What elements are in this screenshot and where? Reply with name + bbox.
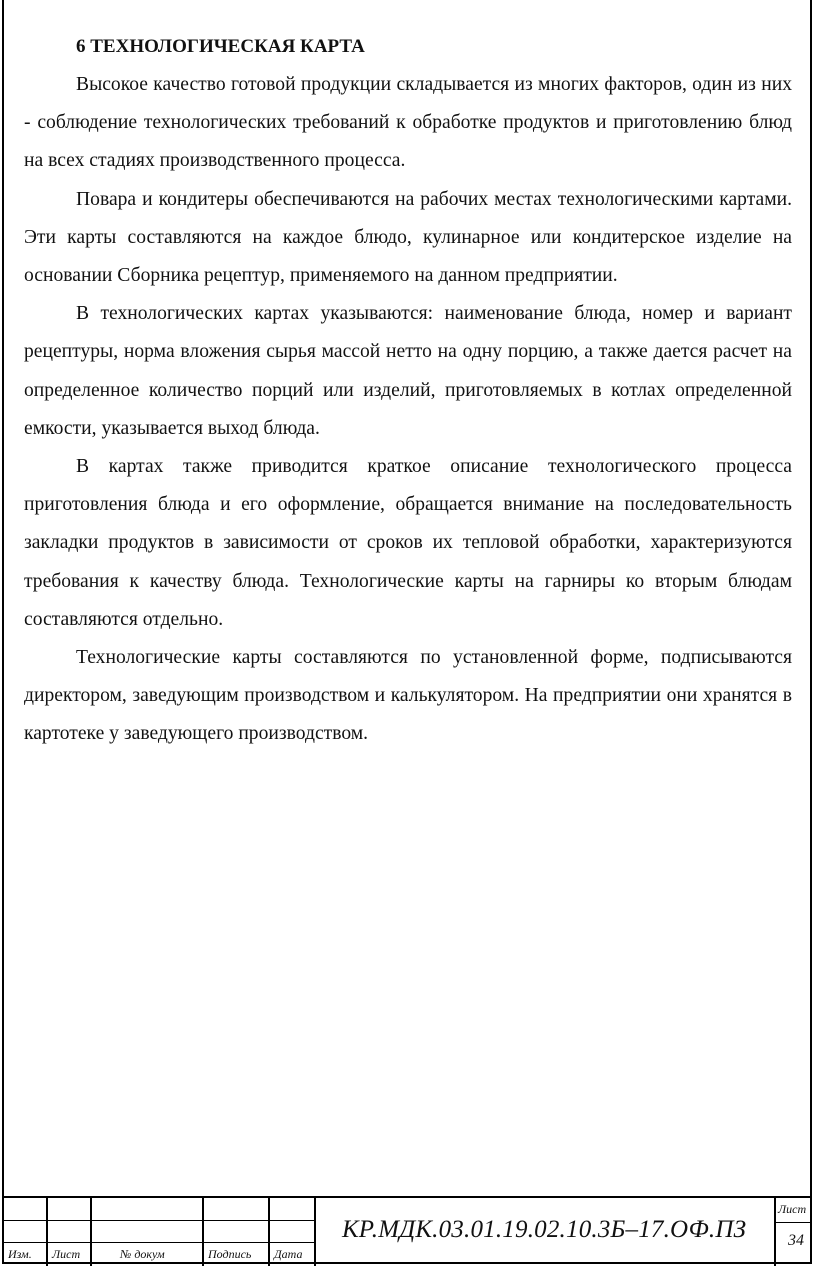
- column-label-list: Лист: [52, 1247, 81, 1261]
- title-block-divider: [202, 1198, 204, 1266]
- column-label-date: Дата: [274, 1247, 303, 1261]
- title-block-row-line: [774, 1222, 812, 1223]
- section-heading: 6 ТЕХНОЛОГИЧЕСКАЯ КАРТА: [76, 36, 365, 57]
- column-label-izm: Изм.: [8, 1247, 32, 1261]
- paragraph-2: Повара и кондитеры обеспечиваются на рабочих местах технологическими картами. Эти карты составляются на каждое блюдо, кулинарное или кондитерское изделие на основании Сборника рецептур, применяемого на данном предприятии.: [24, 188, 792, 287]
- sheet-number: 34: [788, 1232, 804, 1249]
- paragraph-5: Технологические карты составляются по установленной форме, подписываются директором, заведующим производством и калькулятором. На предприятии они хранятся в картотеке у заведующего производством.: [24, 647, 792, 745]
- title-block-divider: [46, 1198, 48, 1266]
- title-block-divider: [774, 1198, 776, 1266]
- paragraph-1: Высокое качество готовой продукции складывается из многих факторов, один из них - соблюдение технологических требований к обработке продуктов и приготовлению блюд на всех стадиях производственного процесса.: [24, 74, 792, 172]
- column-label-doc-number: № докум: [120, 1247, 165, 1261]
- title-block: [2, 1196, 812, 1266]
- document-code: КР.МДК.03.01.19.02.10.3Б–17.ОФ.ПЗ: [342, 1216, 747, 1243]
- paragraph-4: В картах также приводится краткое описание технологического процесса приготовления блюда и его оформление, обращается внимание на последовательность закладки продуктов в зависимости от сроков их тепловой обработки, характеризуются требования к качеству блюда. Технологические карты на гарниры ко вторым блюдам составляются отдельно.: [24, 456, 792, 630]
- sheet-label: Лист: [778, 1202, 807, 1216]
- column-label-signature: Подпись: [208, 1247, 252, 1261]
- title-block-divider: [314, 1198, 316, 1266]
- paragraph-3: В технологических картах указываются: наименование блюда, номер и вариант рецептуры, норма вложения сырья массой нетто на одну порцию, а также дается расчет на определенное количество порций или изделий, приготовляемых в котлах определенной емкости, указывается выход блюда.: [24, 303, 792, 439]
- title-block-row-line: [2, 1242, 314, 1243]
- title-block-divider: [268, 1198, 270, 1266]
- title-block-row-line: [2, 1220, 314, 1221]
- document-body: [24, 28, 792, 754]
- title-block-divider: [90, 1198, 92, 1266]
